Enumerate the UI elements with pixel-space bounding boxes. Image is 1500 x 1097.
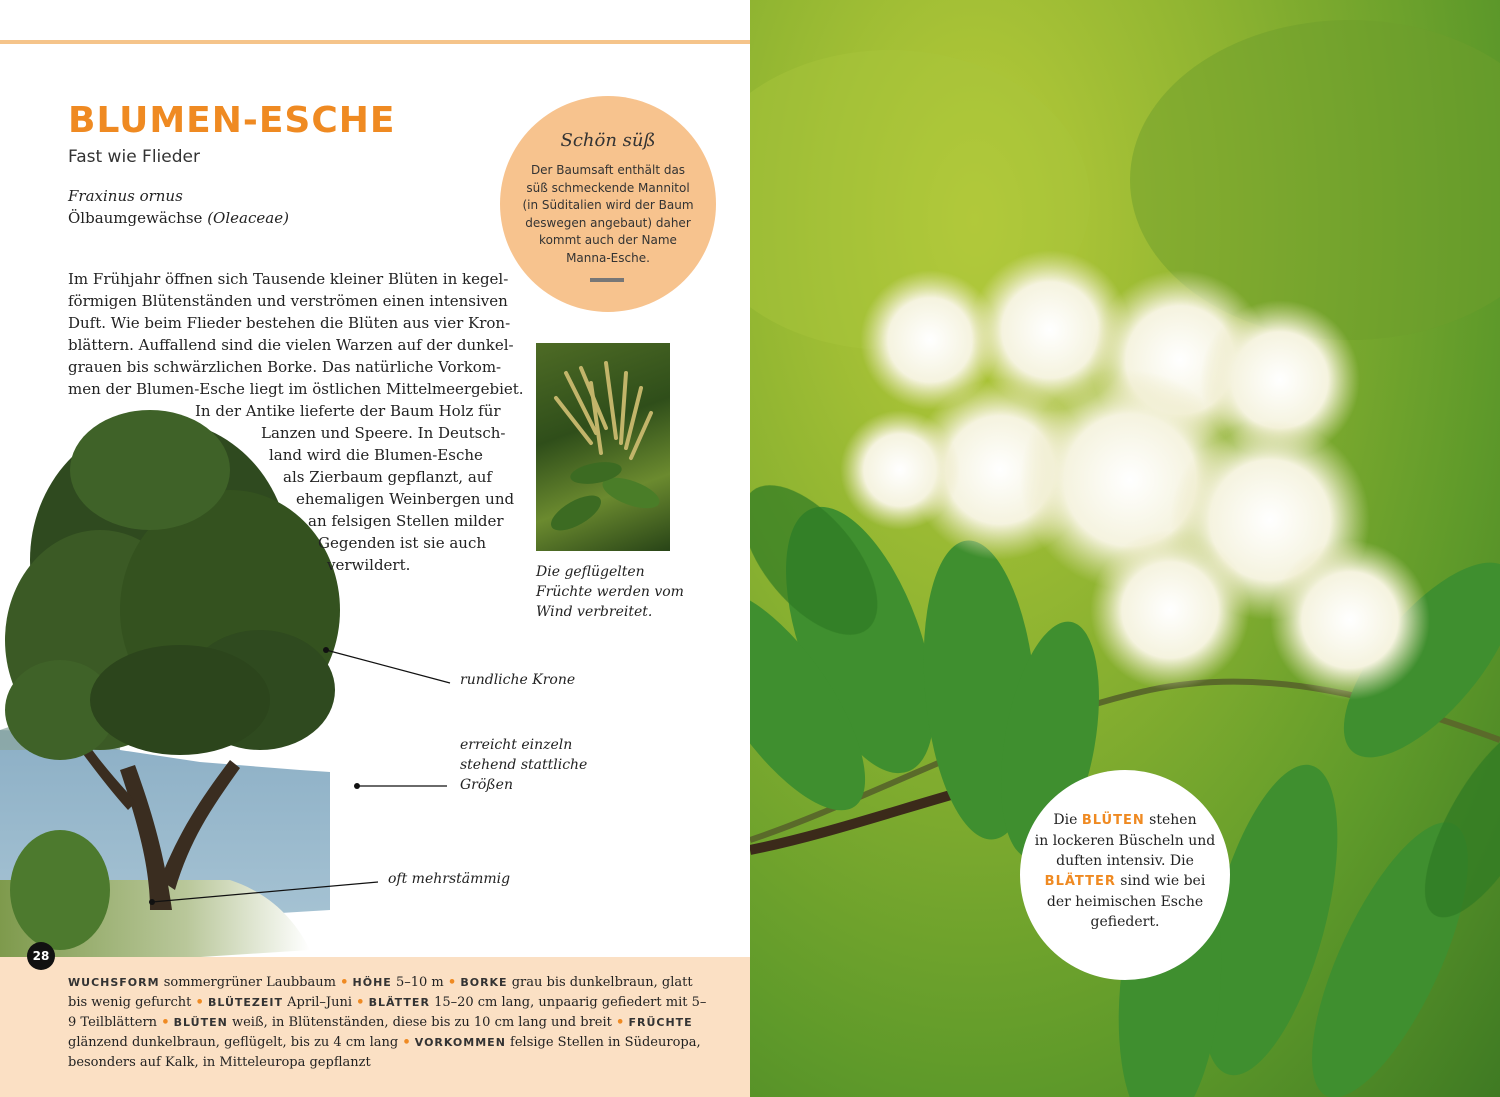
family-name: Ölbaumgewächse (68, 209, 208, 227)
blossom-note-line: duften intensiv. Die (1056, 853, 1194, 869)
right-page (750, 0, 1500, 1097)
sidebar-title: Schön süß (560, 130, 656, 151)
sidebar-line: (in Süditalien wird der Baum (522, 198, 694, 212)
fact-value: sommergrüner Laubbaum (163, 975, 336, 990)
body-text-line: grauen bis schwärzlichen Borke. Das natürliche Vorkom- (68, 358, 502, 376)
body-text-line: In der Antike lieferte der Baum Holz für (195, 402, 501, 420)
fact-key: VORKOMMEN (414, 1036, 506, 1049)
body-text-line: Im Frühjahr öffnen sich Tausende kleiner Blüten in kegel- (68, 270, 509, 288)
fact-key: HÖHE (352, 976, 392, 989)
blossom-note-circle (1020, 770, 1230, 980)
page-number: 28 (27, 942, 55, 970)
body-text-line: men der Blumen-Esche liegt im östlichen Mittelmeergebiet. (68, 380, 524, 398)
body-text-line: land wird die Blumen-Esche (269, 446, 483, 464)
blossom-note-line (1020, 810, 1230, 831)
body-text-line: ehemaligen Weinbergen und (296, 490, 515, 508)
fact-value: April–Juni (287, 995, 353, 1010)
blossom-highlight-blueten: BLÜTEN (1081, 813, 1145, 828)
body-text-line: Gegenden ist sie auch (318, 534, 487, 552)
blossom-note-fragment: Die (1053, 812, 1082, 828)
body-text-line: Duft. Wie beim Flieder bestehen die Blüten aus vier Kron- (68, 314, 511, 332)
body-text-line: Lanzen und Speere. In Deutsch- (261, 424, 506, 442)
facts-box (0, 957, 750, 1097)
fact-value: 5–10 m (395, 975, 444, 990)
body-text-line: als Zierbaum gepflanzt, auf (283, 468, 492, 486)
blossom-note-fragment: stehen (1144, 812, 1197, 828)
fact-separator: • (356, 995, 365, 1010)
fact-value: grau bis dunkelbraun, glatt bis wenig gefurcht (68, 975, 693, 1010)
fact-separator: • (195, 995, 204, 1010)
blossom-note-line (1020, 871, 1230, 892)
body-text-line: förmigen Blütenständen und verströmen einen intensiven (68, 292, 508, 310)
fact-key: BLÜTEN (173, 1016, 228, 1029)
fruit-caption-line: Früchte werden vom (536, 584, 684, 600)
callout-size (460, 735, 587, 795)
fact-separator: • (340, 975, 349, 990)
body-text-line: an felsigen Stellen milder (308, 512, 504, 530)
fact-value: weiß, in Blütenständen, diese bis zu 10 cm lang und breit (231, 1015, 612, 1030)
blossom-note-line: in lockeren Büscheln und (1034, 833, 1216, 849)
fact-value: glänzend dunkelbraun, geflügelt, bis zu 4 cm lang (68, 1035, 399, 1050)
fact-key: WUCHSFORM (68, 976, 160, 989)
callout-size-line: Größen (460, 777, 513, 793)
fruit-caption-line: Die geflügelten (536, 564, 645, 580)
sidebar-line: deswegen angebaut) daher (525, 215, 691, 230)
blossom-highlight-blaetter: BLÄTTER (1044, 874, 1116, 889)
fact-value: felsige Stellen in Südeuropa, besonders auf Kalk, in Mitteleuropa gepflanzt (68, 1035, 701, 1070)
blossom-note-line: der heimischen Esche (1046, 894, 1204, 910)
sidebar-line: kommt auch der Name (539, 233, 677, 247)
sidebar-line: Manna-Esche. (566, 250, 650, 265)
fact-separator: • (447, 975, 457, 990)
facts-text (68, 973, 708, 1073)
fact-key: BORKE (460, 976, 508, 989)
fact-separator: • (161, 1015, 170, 1030)
sidebar-line: süß schmeckende Mannitol (526, 180, 690, 195)
sidebar-line: Der Baumsaft enthält das (530, 163, 686, 177)
callout-crown: rundliche Krone (460, 672, 576, 688)
family-latin: (Oleaceae) (207, 209, 289, 227)
callout-trunk: oft mehrstämmig (388, 871, 511, 887)
blossom-note-fragment: sind wie bei (1115, 873, 1206, 889)
blossom-note-text (1020, 810, 1230, 932)
latin-name: Fraxinus ornus (68, 187, 183, 205)
body-text-line: blättern. Auffallend sind die vielen Warzen auf der dunkel- (68, 336, 514, 354)
fact-separator: • (402, 1035, 411, 1050)
fruit-caption-line: Wind verbreitet. (536, 604, 653, 620)
fact-key: FRÜCHTE (628, 1016, 693, 1029)
page-subtitle: Fast wie Flieder (68, 147, 200, 167)
fact-key: BLÜTEZEIT (207, 996, 284, 1009)
fact-value: 15–20 cm lang, unpaarig gefiedert mit 5–9 Teilblättern (68, 995, 707, 1030)
fact-key: BLÄTTER (368, 996, 430, 1009)
callout-size-line: stehend stattliche (460, 757, 588, 773)
body-text-line: verwildert. (327, 556, 411, 574)
page-title: BLUMEN-ESCHE (68, 100, 396, 141)
callout-lines (0, 0, 750, 960)
callout-size-line: erreicht einzeln (460, 737, 573, 753)
blossom-note-line: gefiedert. (1090, 914, 1160, 930)
fact-separator: • (616, 1015, 625, 1030)
